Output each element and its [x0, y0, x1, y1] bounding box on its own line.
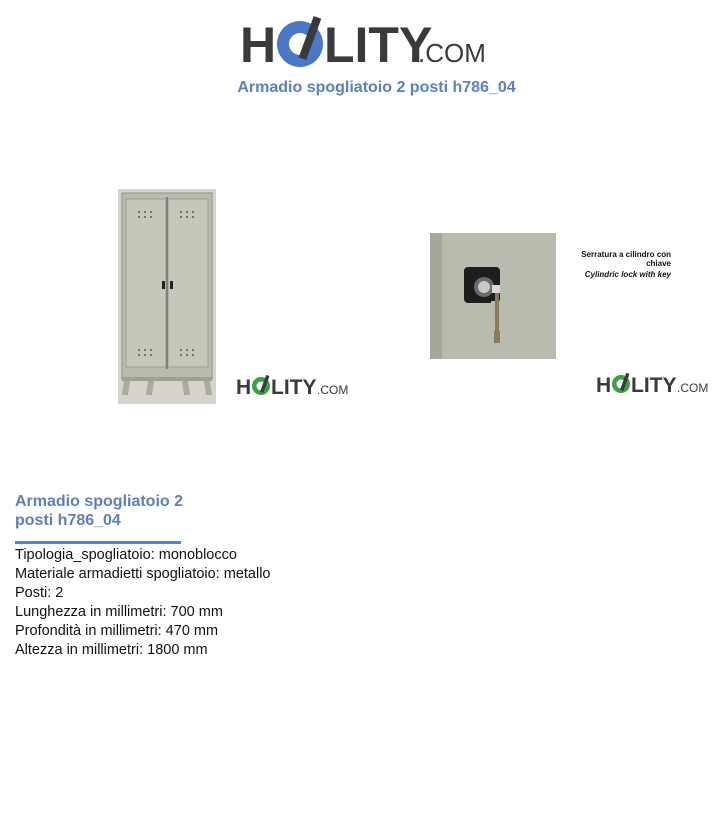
- svg-text:H: H: [596, 374, 612, 397]
- spec-item: Lunghezza in millimetri: 700 mm: [15, 604, 223, 620]
- logo-text-lity: LITY: [324, 17, 433, 70]
- svg-text:H: H: [236, 376, 252, 399]
- logo-o-icon: [612, 373, 630, 393]
- logo-letter-h: H: [240, 17, 277, 70]
- page-title: Armadio spogliatoio 2 posti h786_04: [237, 79, 516, 96]
- holity-logo[interactable]: [240, 10, 485, 70]
- spec-item: Tipologia_spogliatoio: monoblocco: [15, 547, 237, 563]
- spec-item: Materiale armadietti spogliatoio: metallo: [15, 566, 271, 582]
- lock-caption: [575, 250, 671, 279]
- logo-o-icon: [277, 16, 323, 67]
- cabinet-image: [118, 189, 216, 404]
- lock-caption-english: Cylindric lock with key: [584, 270, 671, 279]
- spec-item: Altezza in millimetri: 1800 mm: [15, 642, 208, 658]
- title-divider: [15, 541, 181, 544]
- logo-domain: .COM: [418, 38, 485, 68]
- holity-logo-small: [236, 372, 354, 402]
- logo-o-icon: [252, 375, 270, 395]
- spec-item: Profondità in millimetri: 470 mm: [15, 623, 219, 639]
- lock-caption-italian: Serratura a cilindro con chiave: [581, 250, 671, 268]
- lock-detail-image: [430, 233, 556, 359]
- spec-item: Posti: 2: [15, 585, 64, 601]
- svg-text:LITY: LITY: [631, 374, 677, 397]
- svg-text:LITY: LITY: [271, 376, 317, 399]
- spec-list: [15, 546, 271, 660]
- product-title: Armadio spogliatoio 2 posti h786_04: [15, 493, 184, 529]
- holity-logo-small: [596, 370, 714, 400]
- svg-text:.COM: .COM: [677, 381, 709, 395]
- svg-text:.COM: .COM: [317, 383, 349, 397]
